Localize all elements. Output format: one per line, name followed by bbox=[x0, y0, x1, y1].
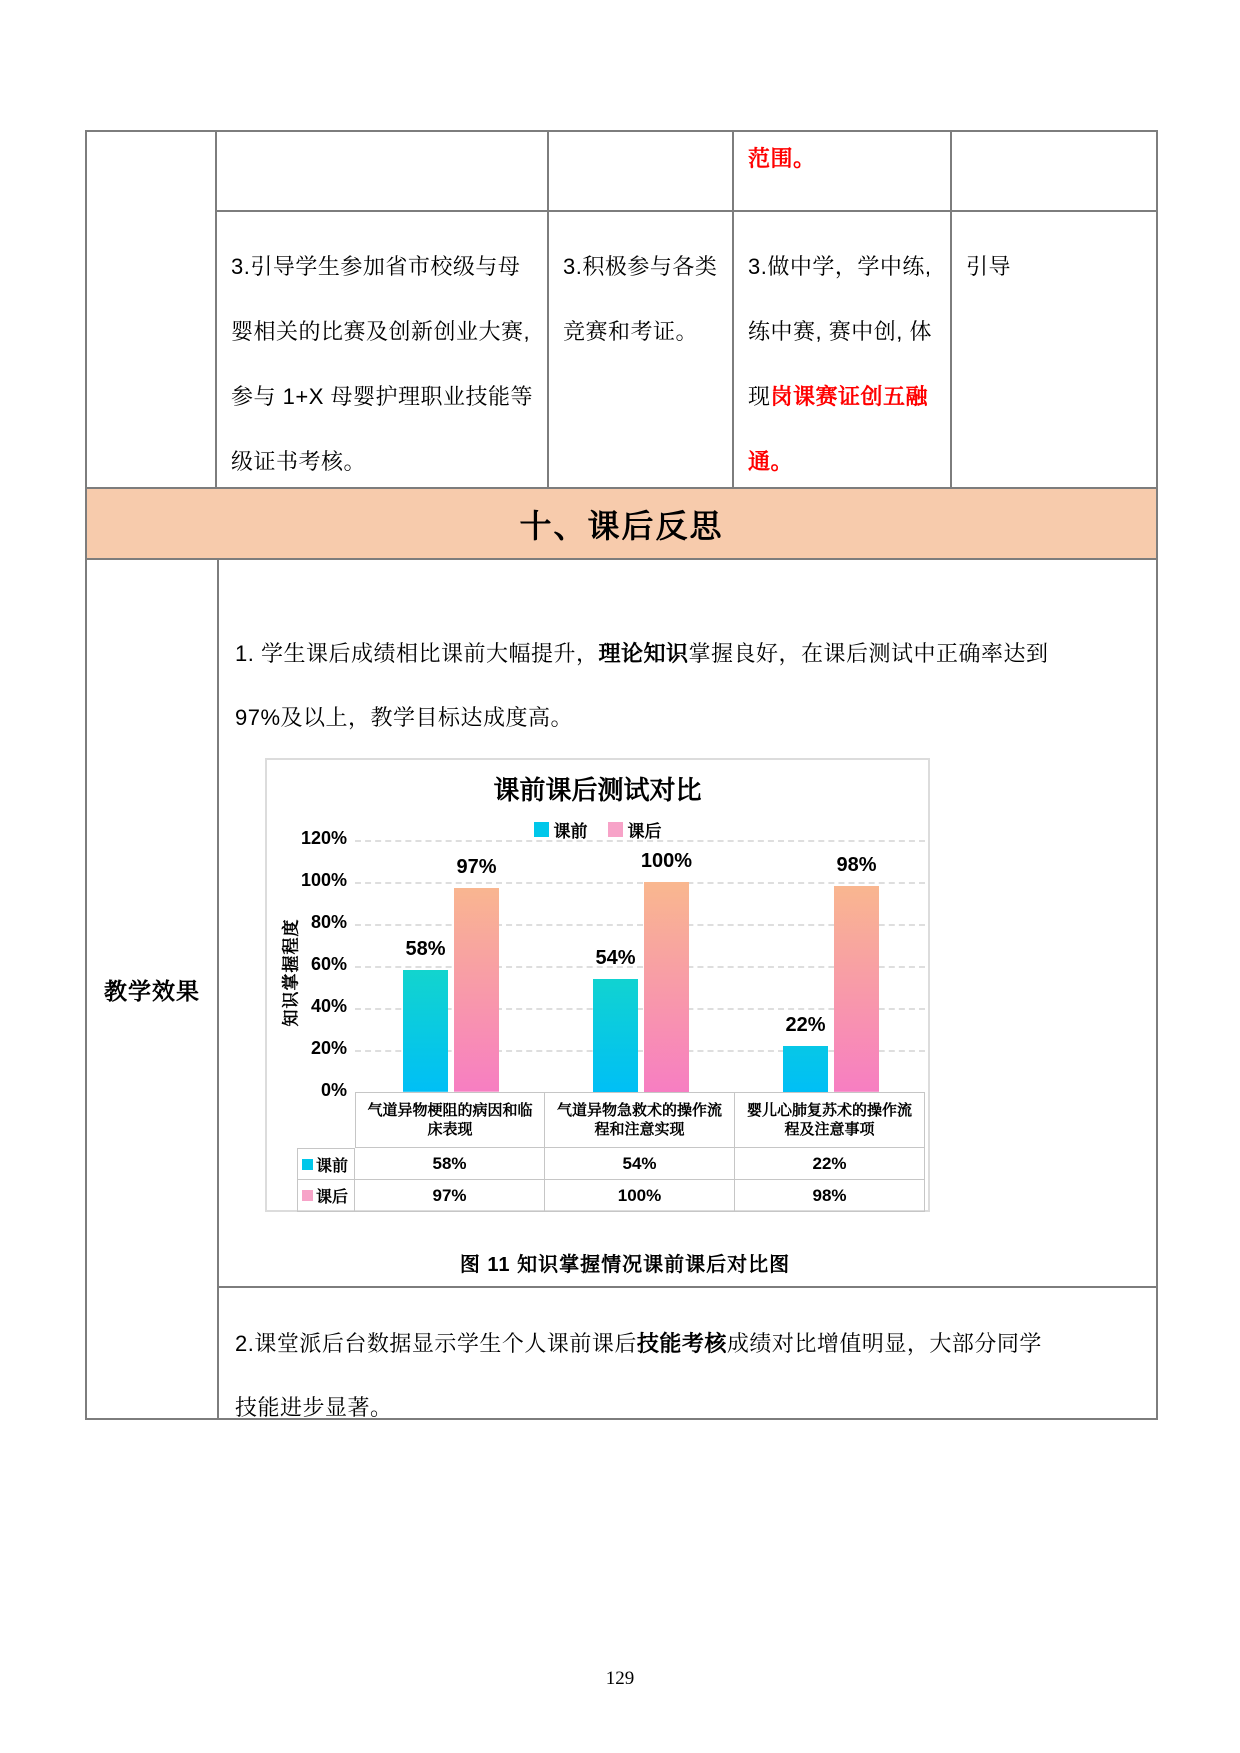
chart-table-series-label bbox=[297, 1148, 355, 1180]
series-name: 课前 bbox=[316, 1157, 349, 1175]
chart-bar-课前 bbox=[783, 1046, 828, 1092]
legend-label: 课后 bbox=[627, 822, 662, 841]
chart-table-value: 98% bbox=[735, 1180, 925, 1212]
chart-title: 课前课后测试对比 bbox=[493, 775, 702, 805]
table-cell-row1-col5 bbox=[952, 132, 1158, 212]
bar-value-label: 54% bbox=[595, 946, 636, 969]
y-tick-label: 100% bbox=[300, 870, 347, 890]
y-tick-label: 0% bbox=[320, 1080, 347, 1100]
red-highlight-text: 范围。 bbox=[748, 146, 816, 171]
paragraph-bold-text: 技能考核 bbox=[636, 1331, 727, 1356]
cell-text: 3.做中学，学中练, 练中赛, 赛中创, 体现 bbox=[748, 254, 932, 409]
chart-table-blank-cell bbox=[297, 1092, 355, 1148]
chart-table-value: 100% bbox=[545, 1180, 735, 1212]
y-tick-label: 120% bbox=[300, 828, 347, 848]
reflection-item-1 bbox=[219, 560, 1156, 1288]
chart-legend bbox=[267, 817, 928, 842]
teaching-effect-content bbox=[219, 560, 1156, 1418]
table-cell-row2-col3 bbox=[549, 212, 734, 489]
paragraph-2 bbox=[235, 1312, 1064, 1440]
chart-bar-课后 bbox=[454, 888, 499, 1092]
page-number: 129 bbox=[605, 1668, 635, 1689]
section-title: 十、课后反思 bbox=[519, 507, 724, 544]
gridline bbox=[355, 882, 925, 884]
row-label-cell bbox=[87, 560, 219, 1418]
teaching-effect-section bbox=[85, 560, 1158, 1420]
cell-text: 3.引导学生参加省市校级与母婴相关的比赛及创新创业大赛, 参与 1+X 母婴护理职业技能等级证书考核。 bbox=[231, 254, 533, 474]
paragraph-bold-text: 理论知识 bbox=[598, 641, 689, 666]
pretest-posttest-chart bbox=[265, 758, 930, 1212]
paragraph-text: 1. 学生课后成绩相比课前大幅提升， bbox=[235, 641, 599, 666]
y-tick-label: 60% bbox=[310, 954, 347, 974]
chart-bar-课后 bbox=[834, 886, 879, 1092]
row-label: 教学效果 bbox=[104, 977, 200, 1004]
cell-text: 引导 bbox=[966, 254, 1012, 279]
legend-swatch bbox=[608, 822, 623, 837]
series-name: 课后 bbox=[316, 1189, 349, 1206]
chart-data-table bbox=[297, 1092, 925, 1212]
paragraph-text: 2.课堂派后台数据显示学生个人课前课后 bbox=[235, 1331, 637, 1356]
table-cell-row2-col2 bbox=[217, 212, 549, 489]
bar-value-label: 97% bbox=[456, 856, 497, 879]
table-cell-row2-col5 bbox=[952, 212, 1158, 489]
bar-value-label: 22% bbox=[785, 1013, 826, 1036]
lesson-table-top bbox=[85, 130, 1158, 489]
paragraph-text: 掌握良好，在课后测试中正确率达到 97%及以上，教学目标达成度高。 bbox=[235, 641, 1049, 730]
y-tick-label: 40% bbox=[310, 996, 347, 1016]
cell-text: 3.积极参与各类竞赛和考证。 bbox=[563, 254, 718, 344]
paragraph-text: 成绩对比增值明显，大部分同学技能进步显著。 bbox=[235, 1331, 1042, 1420]
chart-table-value: 58% bbox=[355, 1148, 545, 1180]
series-swatch bbox=[302, 1190, 313, 1201]
legend-swatch bbox=[534, 822, 549, 837]
bar-value-label: 100% bbox=[640, 850, 693, 872]
legend-item-课前 bbox=[534, 817, 588, 842]
section-header bbox=[85, 487, 1158, 560]
chart-table-category: 婴儿心肺复苏术的操作流程及注意事项 bbox=[735, 1092, 925, 1148]
legend-label: 课前 bbox=[553, 822, 588, 841]
reflection-item-2 bbox=[219, 1288, 1156, 1420]
chart-table-value: 54% bbox=[545, 1148, 735, 1180]
legend-item-课后 bbox=[608, 817, 662, 842]
bar-value-label: 98% bbox=[836, 854, 877, 877]
figure-caption: 图 11 知识掌握情况课前课后对比图 bbox=[459, 1254, 791, 1276]
chart-y-axis-title: 知识掌握程度 bbox=[281, 918, 301, 1027]
chart-table-series-label bbox=[297, 1180, 355, 1212]
chart-table-value: 97% bbox=[355, 1180, 545, 1212]
chart-bar-课前 bbox=[403, 970, 448, 1092]
series-swatch bbox=[302, 1159, 313, 1170]
chart-table-category: 气道异物梗阻的病因和临床表现 bbox=[355, 1092, 545, 1148]
bar-value-label: 58% bbox=[405, 938, 446, 961]
chart-table-value: 22% bbox=[735, 1148, 925, 1180]
chart-bar-课前 bbox=[593, 979, 638, 1092]
paragraph-1 bbox=[235, 622, 1064, 750]
y-tick-label: 80% bbox=[310, 912, 347, 932]
table-cell-row2-col4 bbox=[734, 212, 952, 489]
chart-table-category: 气道异物急救术的操作流程和注意实现 bbox=[545, 1092, 735, 1148]
table-cell-row1-col2 bbox=[217, 132, 549, 212]
table-cell-row1-col3 bbox=[549, 132, 734, 212]
table-cell-row1-col4 bbox=[734, 132, 952, 212]
y-tick-label: 20% bbox=[310, 1038, 347, 1058]
red-highlight-text: 岗课赛证创五融通。 bbox=[748, 384, 929, 474]
table-cell-empty-label bbox=[85, 132, 217, 489]
chart-bar-课后 bbox=[644, 882, 689, 1092]
